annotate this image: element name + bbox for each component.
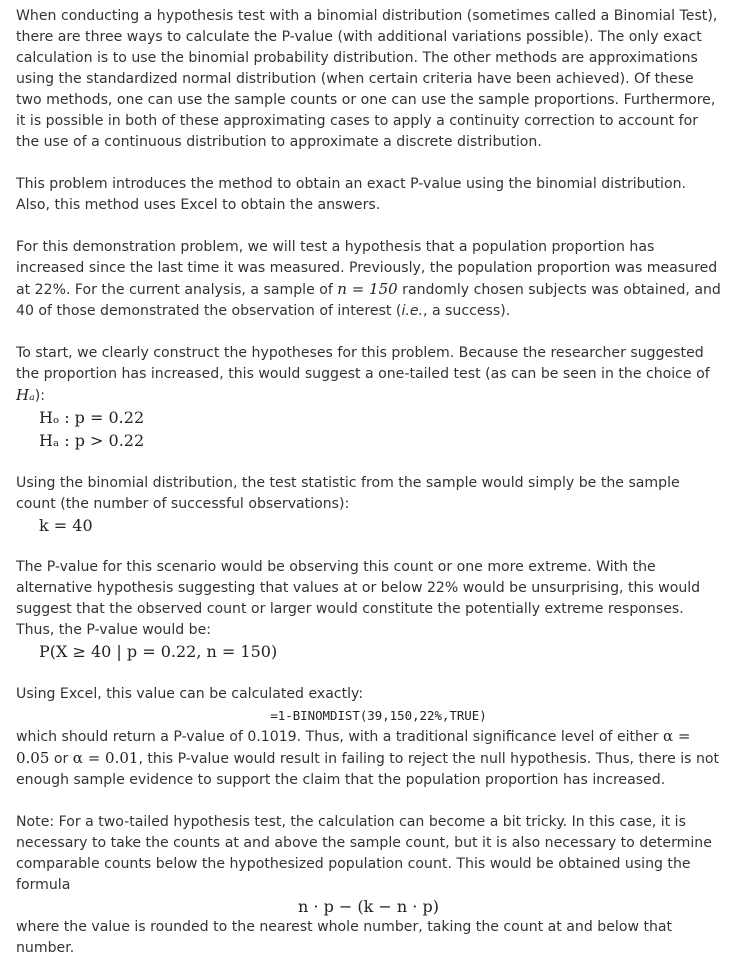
intro-paragraph: When conducting a hypothesis test with a binomial distribution (sometimes called a Binomial Test), there are three ways to calculate the P-value (with additional variations possible). The only exact calculation is to use the binomial probability distribution. The other methods are approximations using the standardized normal distribution (when certain criteria have been achieved). Of these two methods, one can use the sample counts or one can use the sample proportions. Furthermore, it is possible in both of these approximating cases to apply a continuity correction to account for the use of a continuous distribution to approximate a discrete distribution.	[16, 8, 718, 150]
test-statistic: k = 40	[39, 516, 93, 535]
alternative-hypothesis: Hₐ : p > 0.22	[39, 430, 145, 450]
sample-size-math: n = 150	[337, 280, 398, 298]
rounding-paragraph: where the value is rounded to the nearest whole number, taking the count at and below that number.	[16, 919, 673, 956]
alpha-005: α = 0.05	[16, 727, 691, 767]
excel-paragraph: Using Excel, this value can be calculated exactly:	[16, 686, 364, 702]
pvalue-expression: P(X ≥ 40 | p = 0.22, n = 150)	[39, 642, 278, 661]
test-statistic-paragraph: Using the binomial distribution, the test statistic from the sample would simply be the sample count (the number of successful observations):	[16, 475, 680, 512]
note-paragraph: Note: For a two-tailed hypothesis test, the calculation can become a bit tricky. In this case, it is necessary to take the counts at and above the sample count, but it is also necessary to determine comparable counts below the hypothesized population count. This would be obtained using the formula	[16, 814, 712, 893]
pvalue-paragraph: The P-value for this scenario would be observing this count or one more extreme. With the alternative hypothesis suggesting that values at or below 22% would be unsurprising, this would suggest that the observed count or larger would constitute the potentially extreme responses. Thus, the P-value would be:	[16, 559, 701, 638]
alpha-001: α = 0.01	[72, 749, 139, 767]
alt-hypothesis-symbol: Hₐ	[16, 386, 35, 404]
null-hypothesis: Hₒ : p = 0.22	[39, 408, 145, 427]
hypotheses-paragraph: To start, we clearly construct the hypotheses for this problem. Because the researcher suggested the proportion has increased, this would suggest a one-tailed test (as can be seen in the choice of Hₐ):	[16, 345, 710, 404]
method-paragraph: This problem introduces the method to obtain an exact P-value using the binomial distribution. Also, this method uses Excel to obtain the answers.	[16, 176, 687, 213]
two-tailed-formula: n · p − (k − n · p)	[298, 897, 439, 916]
problem-paragraph: For this demonstration problem, we will test a hypothesis that a population proportion has increased since the last time it was measured. Previously, the population proportion was measured at 22%. For the current analysis, a sample of n = 150 randomly chosen subjects was obtained, and 40 of those demonstrated the observation of interest (i.e., a success).	[16, 239, 721, 319]
excel-formula: =1-BINOMDIST(39,150,22%,TRUE)	[270, 708, 487, 723]
result-paragraph: which should return a P-value of 0.1019. Thus, with a traditional significance level of either α = 0.05 or α = 0.01, this P-value would result in failing to reject the null hypothesis. Thus, there is not enough sample evidence to support the claim that the population proportion has increased.	[16, 727, 720, 788]
